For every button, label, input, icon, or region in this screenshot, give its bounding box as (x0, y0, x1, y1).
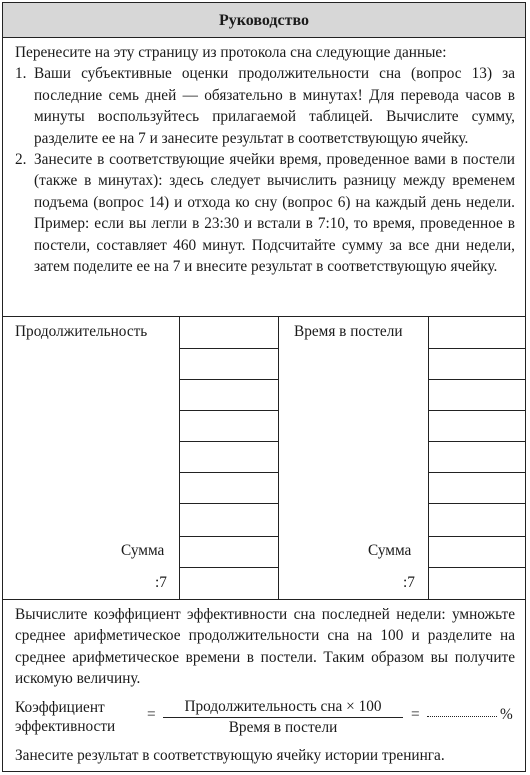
bedtime-day-5-cell[interactable] (429, 442, 525, 473)
instruction-text: Ваши субъективные оценки продолжительности сна (вопрос 13) за последние семь дней — обязательно в минутах! Для перевода часов в минуты воспользуйтесь прилагаемой таблицей. Вычислите сумму, разделите ее на 7 и занесите результат в соответствующую ячейку. (34, 65, 515, 147)
formula-lhs-line1: Коэффициент (15, 699, 105, 716)
bedtime-day-6-cell[interactable] (429, 473, 525, 504)
duration-day-5-cell[interactable] (180, 442, 278, 473)
bedtime-avg-cell[interactable] (429, 568, 525, 600)
formula-equals: = (411, 706, 420, 723)
instruction-text: Занесите в соответствующие ячейки время, проведенное вами в постели (также в минутах): здесь следует вычислить разницу между временем подъема (вопрос 14) и отхода ко сну (вопрос 6) на каждый день недели. Пример: если вы легли в 23:30 и встали в 7:10, то время, проведенное в постели, составляет 460 минут. Подсчитайте сумму за все дни недели, затем поделите ее на 7 и внесите результат в соответствующую ячейку. (34, 151, 515, 276)
duration-day-6-cell[interactable] (180, 473, 278, 504)
duration-day-2-cell[interactable] (180, 349, 278, 380)
duration-day-1-cell[interactable] (180, 316, 278, 349)
duration-sum-cell[interactable] (180, 537, 278, 568)
duration-day-3-cell[interactable] (180, 380, 278, 411)
formula-denominator: Время в постели (228, 719, 338, 736)
duration-header: Продолжительность (15, 323, 148, 340)
bedtime-div-label: :7 (403, 574, 415, 591)
divider (3, 599, 525, 600)
bedtime-day-1-cell[interactable] (429, 316, 525, 349)
instructions (15, 42, 515, 277)
duration-day-7-cell[interactable] (180, 504, 278, 537)
formula-equals: = (147, 706, 156, 723)
duration-sum-label: Сумма (121, 542, 165, 559)
duration-cells (179, 316, 279, 600)
duration-day-4-cell[interactable] (180, 411, 278, 442)
bedtime-sum-cell[interactable] (429, 537, 525, 568)
duration-div-label: :7 (155, 574, 167, 591)
instructions-lead: Перенесите на эту страницу из протокола сна следующие данные: (15, 44, 447, 61)
instruction-item-2 (15, 149, 515, 277)
bedtime-day-3-cell[interactable] (429, 380, 525, 411)
instruction-item-1 (15, 63, 515, 149)
guide-frame (2, 2, 526, 772)
instruction-number: 1. (15, 65, 27, 83)
efficiency-formula (15, 696, 515, 740)
bedtime-day-7-cell[interactable] (429, 504, 525, 537)
formula-numerator: Продолжительность сна × 100 (163, 697, 403, 718)
bedtime-day-4-cell[interactable] (429, 411, 525, 442)
efficiency-instructions: Вычислите коэффициент эффективности сна последней недели: умножьте среднее арифметическое продолжительности сна на 100 и разделите на среднее арифметическое времени в постели. Таким образом вы получите искомую величину. (15, 606, 515, 688)
bedtime-header: Время в постели (294, 323, 403, 340)
result-blank[interactable] (427, 716, 497, 717)
formula-lhs-line2: эффективности (15, 718, 116, 735)
final-instruction: Занесите результат в соответствующую ячейку истории тренинга. (15, 747, 445, 764)
bedtime-day-2-cell[interactable] (429, 349, 525, 380)
bedtime-cells (428, 316, 525, 600)
duration-avg-cell[interactable] (180, 568, 278, 600)
bedtime-sum-label: Сумма (368, 542, 412, 559)
instruction-number: 2. (15, 151, 27, 169)
formula-lhs (15, 698, 115, 736)
percent-sign: % (500, 706, 513, 723)
page-title: Руководство (3, 3, 525, 38)
